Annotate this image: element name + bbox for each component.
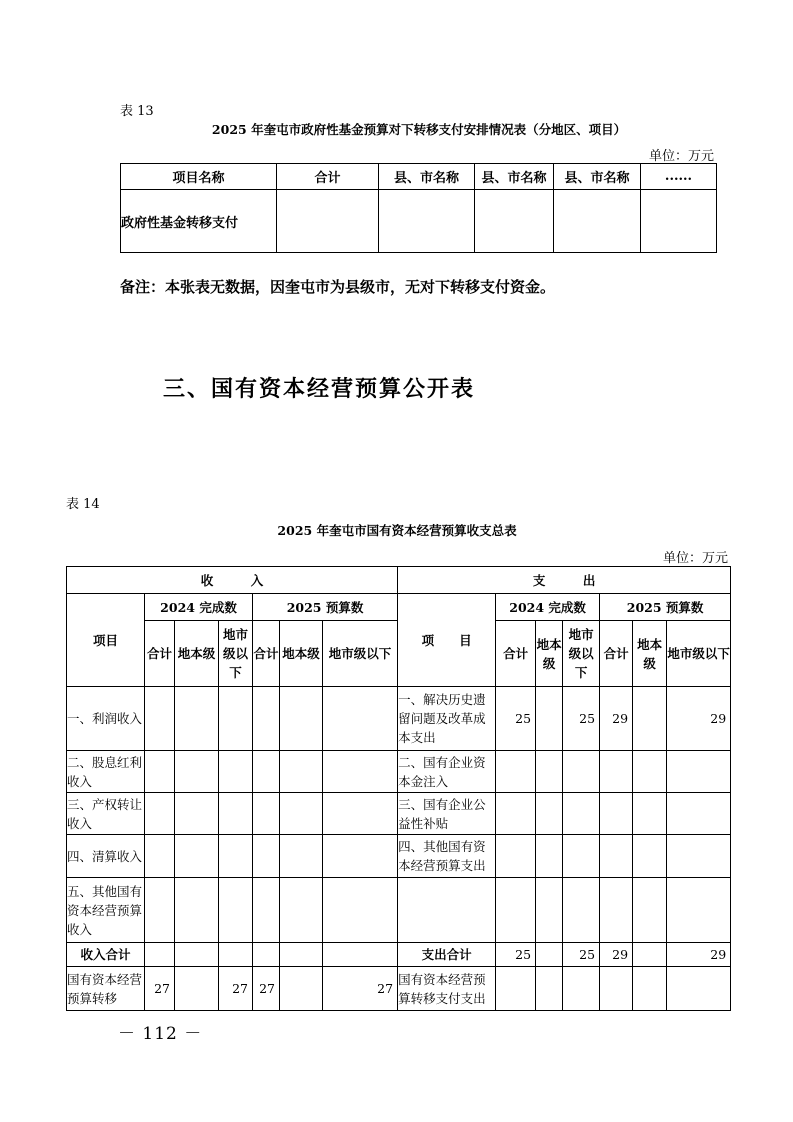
table13-note: 备注：本张表无数据，因奎屯市为县级市，无对下转移支付资金。 <box>120 278 556 296</box>
table13-header-cell: 县、市名称 <box>475 164 554 190</box>
value-cell <box>563 793 600 835</box>
income-2024-header: 2024 完成数 <box>145 594 253 621</box>
table14-header-row <box>67 594 731 621</box>
value-cell <box>323 687 398 751</box>
value-cell <box>563 751 600 793</box>
value-cell <box>633 687 667 751</box>
expense-item: 四、其他国有资本经营预算支出 <box>398 835 496 878</box>
table14-unit: 单位：万元 <box>662 551 728 566</box>
income-item: 一、利润收入 <box>67 687 145 751</box>
value-cell <box>496 793 536 835</box>
value-cell <box>145 878 175 943</box>
table-row <box>67 793 731 835</box>
table-row <box>67 835 731 878</box>
subheader-cell: 地市级以下 <box>667 621 731 687</box>
income-2025-header: 2025 预算数 <box>253 594 398 621</box>
value-cell <box>536 835 563 878</box>
value-cell <box>496 751 536 793</box>
value-cell <box>219 943 253 967</box>
value-cell <box>145 943 175 967</box>
value-cell <box>563 835 600 878</box>
value-cell <box>496 835 536 878</box>
value-cell <box>253 793 280 835</box>
expense-2025-header: 2025 预算数 <box>600 594 731 621</box>
value-cell <box>145 793 175 835</box>
value-cell: 25 <box>496 943 536 967</box>
table-row <box>67 878 731 943</box>
value-cell <box>600 878 633 943</box>
value-cell <box>145 835 175 878</box>
value-cell: 29 <box>667 943 731 967</box>
table13-header-row <box>121 164 717 190</box>
table13-cell <box>475 190 554 253</box>
value-cell <box>563 878 600 943</box>
income-item: 二、股息红利收入 <box>67 751 145 793</box>
value-cell <box>323 878 398 943</box>
value-cell <box>667 967 731 1011</box>
value-cell <box>536 878 563 943</box>
value-cell <box>633 943 667 967</box>
value-cell: 25 <box>563 687 600 751</box>
value-cell <box>280 687 323 751</box>
value-cell <box>667 751 731 793</box>
expense-transfer-label: 国有资本经营预算转移支付支出 <box>398 967 496 1011</box>
table-row <box>67 943 731 967</box>
table-row <box>67 967 731 1011</box>
subheader-cell: 地本级 <box>536 621 563 687</box>
value-cell: 27 <box>323 967 398 1011</box>
value-cell <box>280 793 323 835</box>
value-cell <box>175 835 219 878</box>
expense-total-label: 支出合计 <box>398 943 496 967</box>
expense-item <box>398 878 496 943</box>
subheader-cell: 地本级 <box>633 621 667 687</box>
value-cell <box>219 687 253 751</box>
value-cell <box>536 751 563 793</box>
value-cell <box>175 878 219 943</box>
value-cell: 29 <box>667 687 731 751</box>
value-cell: 25 <box>563 943 600 967</box>
value-cell <box>600 835 633 878</box>
expense-2024-header: 2024 完成数 <box>496 594 600 621</box>
expense-item-header: 项 目 <box>398 594 496 687</box>
value-cell <box>253 751 280 793</box>
value-cell: 27 <box>219 967 253 1011</box>
expense-header: 支 出 <box>398 567 731 594</box>
value-cell <box>175 793 219 835</box>
value-cell <box>633 751 667 793</box>
value-cell: 29 <box>600 687 633 751</box>
value-cell <box>633 878 667 943</box>
value-cell <box>323 943 398 967</box>
table13-row <box>121 190 717 253</box>
value-cell <box>175 943 219 967</box>
value-cell <box>280 751 323 793</box>
value-cell <box>175 687 219 751</box>
value-cell <box>219 878 253 943</box>
value-cell <box>536 793 563 835</box>
value-cell: 29 <box>600 943 633 967</box>
value-cell <box>280 835 323 878</box>
value-cell <box>175 751 219 793</box>
table13-header-cell: ...... <box>641 164 717 190</box>
value-cell <box>253 943 280 967</box>
subheader-cell: 合计 <box>496 621 536 687</box>
value-cell <box>253 835 280 878</box>
table13-cell <box>554 190 641 253</box>
value-cell <box>145 687 175 751</box>
expense-item: 一、解决历史遗留问题及改革成本支出 <box>398 687 496 751</box>
table13-cell <box>379 190 475 253</box>
value-cell <box>219 751 253 793</box>
subheader-cell: 地本级 <box>175 621 219 687</box>
subheader-cell: 地市级以下 <box>563 621 600 687</box>
value-cell <box>496 967 536 1011</box>
table-row <box>67 751 731 793</box>
value-cell <box>536 943 563 967</box>
value-cell <box>323 751 398 793</box>
income-item-header: 项目 <box>67 594 145 687</box>
table13-title: 2025 年奎屯市政府性基金预算对下转移支付安排情况表（分地区、项目） <box>211 122 627 137</box>
table13 <box>120 163 717 253</box>
value-cell <box>253 878 280 943</box>
table13-cell <box>277 190 379 253</box>
table-row <box>67 687 731 751</box>
subheader-cell: 合计 <box>600 621 633 687</box>
table13-header-cell: 合计 <box>277 164 379 190</box>
page-number: － 112 － <box>118 1024 203 1044</box>
value-cell: 25 <box>496 687 536 751</box>
value-cell <box>145 751 175 793</box>
table14-label: 表 14 <box>66 497 100 512</box>
value-cell: 27 <box>253 967 280 1011</box>
value-cell <box>667 793 731 835</box>
subheader-cell: 合计 <box>253 621 280 687</box>
value-cell <box>667 878 731 943</box>
value-cell <box>633 835 667 878</box>
table13-cell <box>641 190 717 253</box>
value-cell <box>667 835 731 878</box>
table14-header-row <box>67 567 731 594</box>
value-cell <box>600 967 633 1011</box>
value-cell <box>633 793 667 835</box>
value-cell <box>496 878 536 943</box>
table14 <box>66 566 731 1011</box>
table13-label: 表 13 <box>120 104 154 119</box>
value-cell <box>175 967 219 1011</box>
table13-row-label: 政府性基金转移支付 <box>121 190 277 253</box>
income-item: 四、清算收入 <box>67 835 145 878</box>
table13-header-cell: 县、市名称 <box>379 164 475 190</box>
value-cell: 27 <box>145 967 175 1011</box>
value-cell <box>219 835 253 878</box>
value-cell <box>536 687 563 751</box>
section-title: 三、国有资本经营预算公开表 <box>163 376 476 402</box>
value-cell <box>600 751 633 793</box>
value-cell <box>323 793 398 835</box>
income-item: 五、其他国有资本经营预算收入 <box>67 878 145 943</box>
value-cell <box>280 967 323 1011</box>
subheader-cell: 合计 <box>145 621 175 687</box>
value-cell <box>219 793 253 835</box>
income-item: 三、产权转让收入 <box>67 793 145 835</box>
income-transfer-label: 国有资本经营预算转移 <box>67 967 145 1011</box>
subheader-cell: 地市级以下 <box>323 621 398 687</box>
table13-header-cell: 项目名称 <box>121 164 277 190</box>
value-cell <box>280 878 323 943</box>
income-header: 收 入 <box>67 567 398 594</box>
value-cell <box>280 943 323 967</box>
value-cell <box>633 967 667 1011</box>
income-total-label: 收入合计 <box>67 943 145 967</box>
value-cell <box>563 967 600 1011</box>
subheader-cell: 地本级 <box>280 621 323 687</box>
subheader-cell: 地市级以下 <box>219 621 253 687</box>
value-cell <box>600 793 633 835</box>
value-cell <box>253 687 280 751</box>
value-cell <box>323 835 398 878</box>
table13-header-cell: 县、市名称 <box>554 164 641 190</box>
expense-item: 三、国有企业公益性补贴 <box>398 793 496 835</box>
value-cell <box>536 967 563 1011</box>
table13-unit: 单位：万元 <box>648 149 714 164</box>
expense-item: 二、国有企业资本金注入 <box>398 751 496 793</box>
table14-title: 2025 年奎屯市国有资本经营预算收支总表 <box>277 523 517 538</box>
